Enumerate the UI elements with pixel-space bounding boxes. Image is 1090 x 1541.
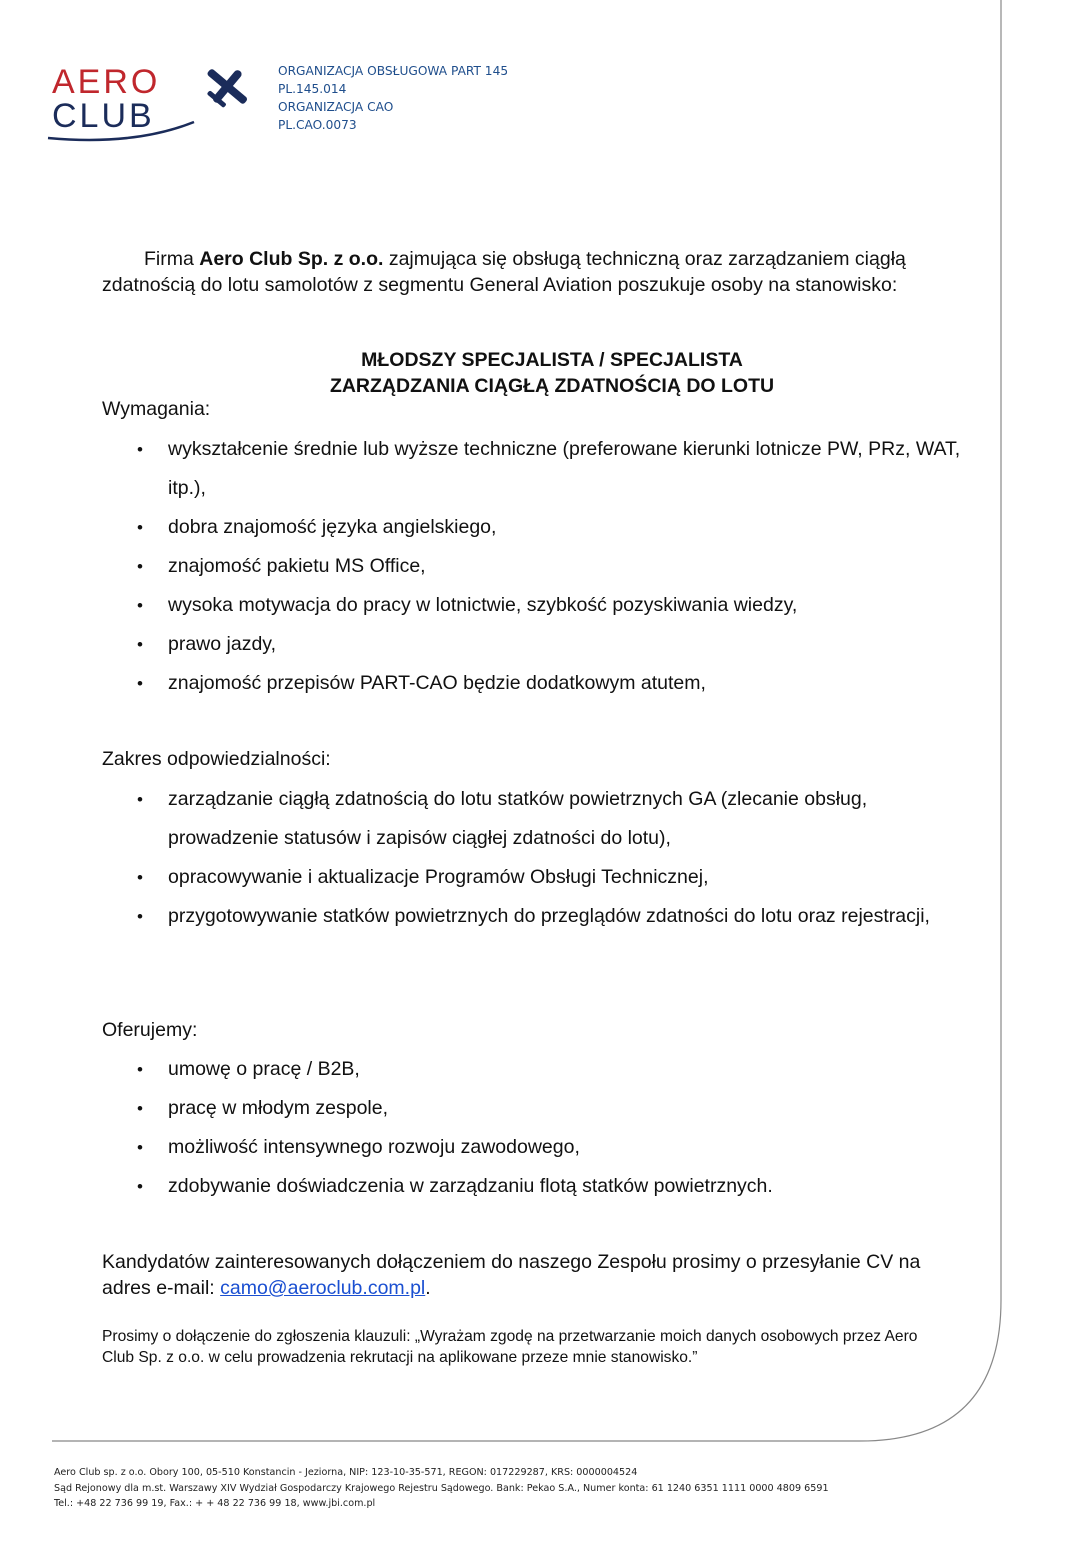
company-footer — [54, 1465, 829, 1512]
intro-paragraph — [102, 246, 964, 298]
list-item: • zdobywanie doświadczenia w zarządzaniu flotą statków powietrznych. — [102, 1167, 982, 1206]
contact-paragraph — [102, 1249, 964, 1301]
org-line: ORGANIZACJA CAO — [278, 100, 394, 114]
list-item: • umowę o pracę / B2B, — [102, 1050, 982, 1089]
airplane-icon — [196, 60, 254, 117]
list-item: • wykształcenie średnie lub wyższe techniczne (preferowane kierunki lotnicze PW, PRz, WAT, itp.), — [102, 430, 968, 508]
offer-heading: Oferujemy: — [102, 1019, 198, 1041]
intro-lead: Firma — [144, 248, 200, 270]
requirements-list — [102, 430, 982, 703]
consent-clause: Prosimy o dołączenie do zgłoszenia klauzuli: „Wyrażam zgodę na przetwarzanie moich danych osobowych przez Aero Club Sp. z o.o. w celu prowadzenia rekrutacji na aplikowane przeze mnie stanowisko.” — [102, 1328, 918, 1366]
intro-rest: zajmująca się obsługą techniczną oraz zarządzaniem ciągłą zdatnością do lotu samolotów z segmentu General Aviation poszukuje osoby na stanowisko: — [102, 248, 906, 296]
position-title — [102, 347, 1002, 399]
contact-end: . — [425, 1277, 431, 1299]
list-item: • opracowywanie i aktualizacje Programów Obsługi Technicznej, — [102, 858, 982, 897]
org-line: ORGANIZACJA OBSŁUGOWA PART 145 — [278, 64, 509, 78]
list-item: • wysoka motywacja do pracy w lotnictwie, szybkość pozyskiwania wiedzy, — [102, 586, 982, 625]
logo-word-club: CLUB — [52, 97, 155, 135]
offer-list — [102, 1050, 982, 1206]
list-item: • zarządzanie ciągłą zdatnością do lotu statków powietrznych GA (zlecanie obsług, prowadzenie statusów i zapisów ciągłej zdatności do lotu), — [102, 780, 978, 858]
list-item: • przygotowywanie statków powietrznych do przeglądów zdatności do lotu oraz rejestracji, — [102, 897, 938, 936]
footer-line: Tel.: +48 22 736 99 19, Fax.: + + 48 22 736 99 18, www.jbi.com.pl — [54, 1498, 376, 1509]
position-title-line2: ZARZĄDZANIA CIĄGŁĄ ZDATNOŚCIĄ DO LOTU — [329, 375, 775, 397]
responsibilities-heading: Zakres odpowiedzialności: — [102, 748, 331, 770]
company-name: Aero Club Sp. z o.o. — [199, 248, 384, 270]
aero-club-logo — [44, 60, 254, 150]
requirements-heading: Wymagania: — [102, 398, 211, 420]
list-item: • znajomość przepisów PART-CAO będzie dodatkowym atutem, — [102, 664, 982, 703]
logo-word-aero: AERO — [52, 63, 161, 101]
position-title-line1: MŁODSZY SPECJALISTA / SPECJALISTA — [361, 349, 743, 371]
contact-text: Kandydatów zainteresowanych dołączeniem do naszego Zespołu prosimy o przesyłanie CV na adres e-mail: — [102, 1251, 921, 1299]
email-link[interactable]: camo@aeroclub.com.pl — [220, 1277, 426, 1299]
org-line: PL.145.014 — [278, 82, 347, 96]
list-item: • możliwość intensywnego rozwoju zawodowego, — [102, 1128, 982, 1167]
list-item: • pracę w młodym zespole, — [102, 1089, 982, 1128]
list-item: • prawo jazdy, — [102, 625, 982, 664]
list-item: • znajomość pakietu MS Office, — [102, 547, 982, 586]
responsibilities-list — [102, 780, 982, 936]
footer-line: Aero Club sp. z o.o. Obory 100, 05-510 Konstancin - Jeziorna, NIP: 123-10-35-571, REGON: 017229287, KRS: 0000004524 — [54, 1467, 638, 1478]
org-line: PL.CAO.0073 — [278, 118, 357, 132]
list-item: • dobra znajomość języka angielskiego, — [102, 508, 982, 547]
organization-approvals — [278, 62, 508, 134]
footer-line: Sąd Rejonowy dla m.st. Warszawy XIV Wydział Gospodarczy Krajowego Rejestru Sądowego. Bank: Pekao S.A., Numer konta: 61 1240 6351 1111 0000 4809 6591 — [54, 1482, 829, 1494]
